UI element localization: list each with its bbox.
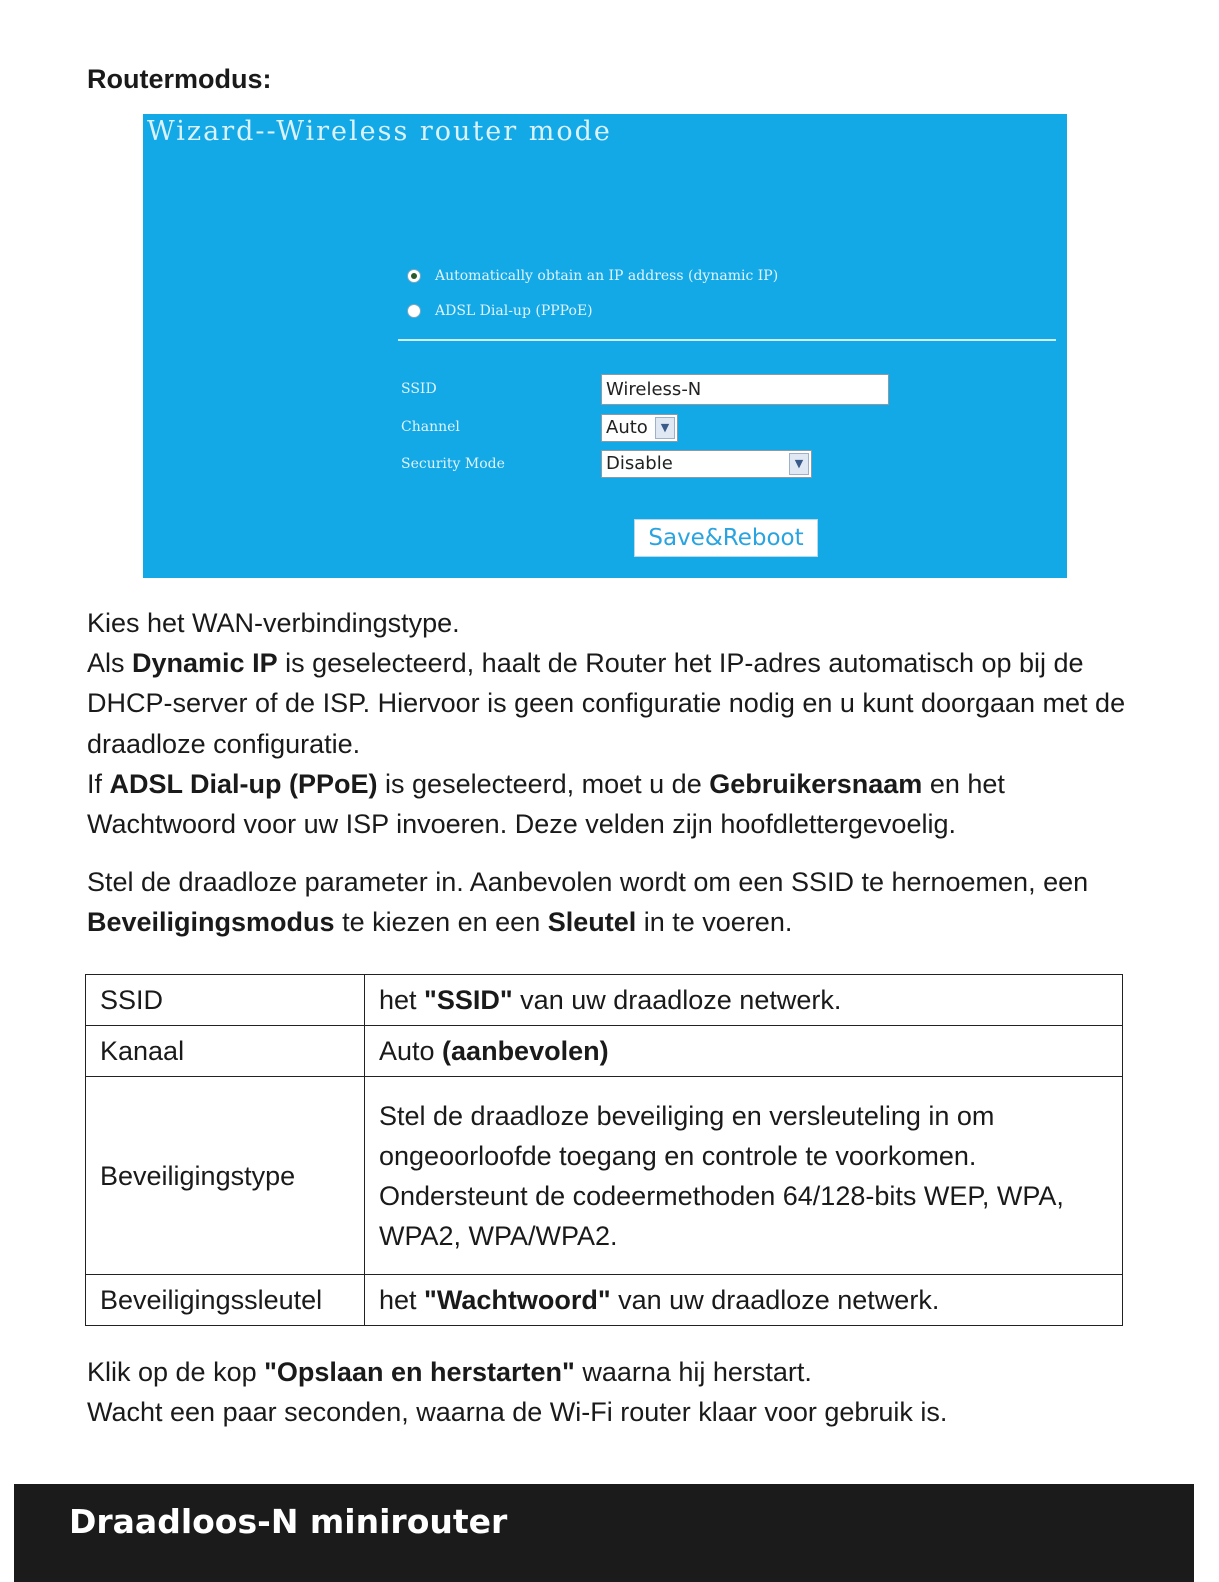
radio-dynamic-ip-label: Automatically obtain an IP address (dynamic IP) bbox=[435, 268, 779, 284]
table-cell: Beveiligingstype bbox=[86, 1077, 365, 1275]
text: en het Wachtwoord voor uw ISP invoeren. Deze velden zijn hoofdlettergevoelig. bbox=[87, 768, 1005, 840]
table-row bbox=[86, 975, 1123, 1026]
wizard-divider bbox=[398, 339, 1056, 341]
save-reboot-button[interactable]: Save&Reboot bbox=[634, 519, 818, 557]
text: Als bbox=[87, 648, 133, 679]
footer-title: Draadloos-N minirouter bbox=[69, 1502, 508, 1541]
save-instruction bbox=[87, 1352, 1147, 1392]
text: Klik op de kop bbox=[87, 1357, 265, 1387]
table-row bbox=[86, 1077, 1123, 1275]
wireless-parameter-paragraph bbox=[87, 862, 1127, 942]
bold-text: "SSID" bbox=[424, 985, 513, 1015]
table-row bbox=[86, 1026, 1123, 1077]
wan-type-paragraph bbox=[87, 603, 1147, 844]
text: van uw draadloze netwerk. bbox=[512, 985, 842, 1015]
text: te kiezen en een bbox=[334, 907, 548, 938]
text: het bbox=[379, 985, 425, 1015]
text: is geselecteerd, haalt de Router het IP-adres automatisch op bij de DHCP-server of de ISP. Hiervoor is geen configuratie nodig en u kunt doorgaan met de draadloze configuratie. bbox=[87, 648, 1126, 759]
table-cell bbox=[365, 975, 1123, 1026]
chevron-down-icon[interactable]: ▼ bbox=[789, 453, 809, 475]
wizard-screenshot bbox=[143, 114, 1067, 578]
bold-text: Sleutel bbox=[547, 907, 637, 938]
bold-text: ADSL Dial-up (PPoE) bbox=[109, 768, 378, 799]
table-cell: SSID bbox=[86, 975, 365, 1026]
table-cell: Kanaal bbox=[86, 1026, 365, 1077]
security-mode-label: Security Mode bbox=[401, 456, 505, 472]
table-cell bbox=[365, 1275, 1123, 1326]
text: in te voeren. bbox=[636, 907, 793, 938]
footer-bar bbox=[14, 1484, 1194, 1582]
chevron-down-icon[interactable]: ▼ bbox=[655, 417, 675, 439]
text: Stel de draadloze parameter in. Aanbevolen wordt om een SSID te hernoemen, een bbox=[87, 867, 1089, 897]
dynamic-ip-description bbox=[87, 643, 1147, 764]
table-cell: Stel de draadloze beveiliging en versleuteling in om ongeoorloofde toegang en controle te voorkomen. Ondersteunt de codeermethoden 64/128-bits WEP, WPA, WPA2, WPA/WPA2. bbox=[365, 1077, 1123, 1275]
adsl-description bbox=[87, 764, 1147, 844]
table-cell bbox=[365, 1026, 1123, 1077]
channel-select-value: Auto bbox=[606, 417, 648, 438]
table-row bbox=[86, 1275, 1123, 1326]
wan-type-intro: Kies het WAN-verbindingstype. bbox=[87, 608, 460, 638]
text: If bbox=[87, 768, 110, 799]
text: van uw draadloze netwerk. bbox=[610, 1285, 940, 1315]
channel-label: Channel bbox=[401, 419, 460, 435]
radio-adsl-dialup-label: ADSL Dial-up (PPPoE) bbox=[435, 303, 593, 319]
radio-adsl-dialup[interactable] bbox=[407, 303, 593, 319]
ssid-label: SSID bbox=[401, 381, 437, 397]
radio-checked-icon[interactable] bbox=[407, 269, 421, 283]
save-instructions-paragraph bbox=[87, 1352, 1147, 1432]
wait-instruction: Wacht een paar seconden, waarna de Wi-Fi router klaar voor gebruik is. bbox=[87, 1397, 948, 1428]
radio-unchecked-icon[interactable] bbox=[407, 304, 421, 318]
text: is geselecteerd, moet u de bbox=[377, 768, 710, 799]
settings-table bbox=[85, 974, 1123, 1326]
text: het bbox=[379, 1285, 425, 1315]
security-mode-select-value: Disable bbox=[606, 453, 673, 474]
bold-text: Gebruikersnaam bbox=[709, 768, 923, 799]
bold-text: "Opslaan en herstarten" bbox=[264, 1357, 575, 1387]
text: waarna hij herstart. bbox=[574, 1357, 812, 1387]
security-mode-select[interactable] bbox=[601, 450, 812, 478]
bold-text: "Wachtwoord" bbox=[424, 1285, 611, 1315]
wizard-title: Wizard--Wireless router mode bbox=[147, 116, 612, 147]
bold-text: Beveiligingsmodus bbox=[87, 907, 335, 938]
channel-select[interactable] bbox=[601, 414, 678, 442]
table-cell: Beveiligingssleutel bbox=[86, 1275, 365, 1326]
radio-dynamic-ip[interactable] bbox=[407, 268, 778, 284]
section-heading: Routermodus: bbox=[87, 64, 272, 94]
bold-text: (aanbevolen) bbox=[442, 1036, 609, 1066]
bold-text: Dynamic IP bbox=[132, 648, 278, 679]
text: Auto bbox=[379, 1036, 443, 1066]
ssid-input[interactable]: Wireless-N bbox=[601, 374, 889, 405]
